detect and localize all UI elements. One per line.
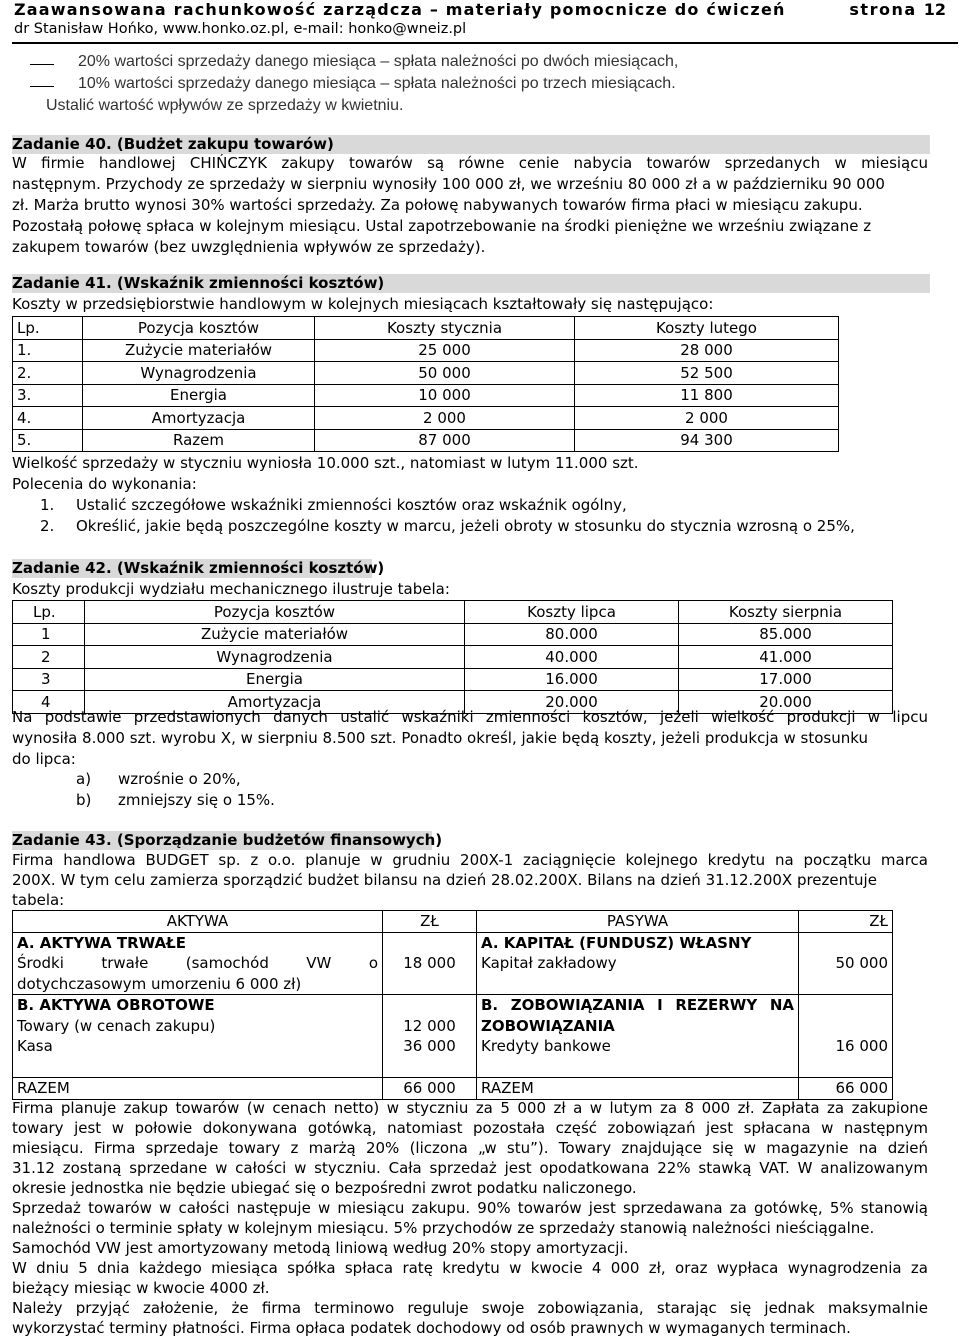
total-label: RAZEM: [13, 1078, 383, 1100]
intro-bullet-2: 10% wartości sprzedaży danego miesiąca – spłata należności po trzech miesiącach.: [78, 75, 676, 92]
cell: 41.000: [679, 646, 893, 669]
th-august: Koszty sierpnia: [679, 601, 893, 624]
z43-line: 200X. W tym celu zamierza sporządzić budżet bilansu na dzień 28.02.200X. Bilans na dzień 31.12.200X prezentuje: [12, 871, 877, 889]
balance-row: [13, 932, 893, 995]
cell: Zużycie materiałów: [83, 339, 315, 362]
table-row: [13, 407, 839, 430]
cell: 87 000: [315, 429, 575, 452]
intro-task: Ustalić wartość wpływów ze sprzedaży w kwietniu.: [46, 97, 404, 114]
th-lp: Lp.: [13, 601, 85, 624]
page-label: strona: [849, 0, 917, 19]
header-divider: [12, 42, 958, 44]
cell: Wynagrodzenia: [85, 646, 465, 669]
z40-line: zakupem towarów (bez uwzględnienia wpływów ze sprzedaży).: [12, 238, 486, 256]
z43-after-line: W dniu 5 dnia każdego miesiąca spółka spłaca ratę kredytu w kwocie 4 000 zł, oraz wypłaca wynagrodzenia za: [12, 1259, 928, 1277]
z43-line: Firma handlowa BUDGET sp. z o.o. planuje w grudniu 200X-1 zaciągnięcie kolejnego kredytu na początku marca: [12, 851, 928, 869]
cell: Razem: [83, 429, 315, 452]
cell: Zużycie materiałów: [85, 623, 465, 646]
table-row: [13, 668, 893, 691]
table-row: [13, 362, 839, 385]
z43-after-line: Firma planuje zakup towarów (w cenach netto) w styczniu za 5 000 zł a w lutym za 8 000 zł. Zapłata za zakupione: [12, 1099, 928, 1117]
z43-title: Zadanie 43. (Sporządzanie budżetów finansowych): [12, 831, 443, 849]
liabilities-value: 16 000: [835, 1037, 888, 1055]
liabilities-title: B. ZOBOWIĄZANIA I REZERWY NA ZOBOWIĄZANIA: [481, 996, 794, 1035]
cell: 17.000: [679, 668, 893, 691]
total-liabilities: 66 000: [799, 1078, 893, 1100]
z40-title: Zadanie 40. (Budżet zakupu towarów): [12, 135, 334, 153]
cell: 3: [13, 668, 85, 691]
z40-line: następnym. Przychody ze sprzedaży w sierpniu wynosiły 100 000 zł, we wrześniu 80 000 zł a w październiku 90 000: [12, 175, 885, 193]
balance-total-row: [13, 1078, 893, 1100]
assets-fixed-cell: [13, 932, 383, 995]
z43-after-line: Należy przyjąć założenie, że firma terminowo reguluje swoje zobowiązania, starając się jednak maksymalnie: [12, 1299, 928, 1317]
z40-line: W firmie handlowej CHIŃCZYK zakupy towarów są równe cenie nabycia towarów sprzedanych w miesiącu: [12, 154, 928, 172]
assets-current-item: Kasa: [17, 1037, 53, 1055]
cell: 1: [13, 623, 85, 646]
th-position: Pozycja kosztów: [83, 317, 315, 340]
z42-option-text: zmniejszy się o 15%.: [118, 791, 275, 809]
z43-after-line: Sprzedaż towarów w całości następuje w miesiącu zakupu. 90% towarów jest sprzedawana za gotówkę, 5% stanowią: [12, 1199, 928, 1217]
total-label: RAZEM: [477, 1078, 799, 1100]
cell: 2 000: [575, 407, 839, 430]
balance-sheet-table: [12, 910, 893, 1100]
table-row: [13, 339, 839, 362]
th-position: Pozycja kosztów: [85, 601, 465, 624]
assets-fixed-value: 18 000: [383, 932, 477, 995]
cell: 2 000: [315, 407, 575, 430]
z40-line: Pozostałą połowę spłaca w kolejnym miesiącu. Ustal zapotrzebowanie na środki pieniężne we wrześniu związane z: [12, 217, 872, 235]
equity-title: A. KAPITAŁ (FUNDUSZ) WŁASNY: [481, 933, 752, 952]
z42-title: Zadanie 42. (Wskaźnik zmienności kosztów): [12, 559, 385, 577]
table-header-row: [13, 317, 839, 340]
z42-option-label: b): [76, 791, 92, 809]
z42-line: do lipca:: [12, 750, 76, 768]
cell: Energia: [85, 668, 465, 691]
z43-after-line: okresie jednostka nie będzie ubiegać się o bezpośredni zwrot podatku naliczonego.: [12, 1179, 637, 1197]
z41-title: Zadanie 41. (Wskaźnik zmienności kosztów): [12, 274, 385, 292]
z41-tasks-title: Polecenia do wykonania:: [12, 475, 197, 493]
assets-current-value: 12 000: [403, 1016, 456, 1035]
balance-row: [13, 995, 893, 1078]
z43-after-line: miesiącu. Firma sprzedaje towary z marżą 20% (liczona „w stu”). Towary znajdujące się w magazynie na dzień: [12, 1139, 928, 1157]
z41-cost-table: [12, 316, 839, 452]
cell: Amortyzacja: [83, 407, 315, 430]
cell: 20.000: [465, 691, 679, 714]
z41-intro: Koszty w przedsiębiorstwie handlowym w kolejnych miesiącach kształtowały się następująco:: [12, 295, 714, 313]
cell: 5.: [13, 429, 83, 452]
assets-current-values: [383, 995, 477, 1078]
table-row: [13, 646, 893, 669]
liabilities-item: Kredyty bankowe: [481, 1037, 611, 1055]
table-header-row: [13, 601, 893, 624]
assets-current-cell: [13, 995, 383, 1078]
z43-after-line: wykorzystać terminy płatności. Firma opłaca podatek dochodowy od osób prawnych w wymaganych terminach.: [12, 1319, 851, 1337]
cell: 10 000: [315, 384, 575, 407]
th-july: Koszty lipca: [465, 601, 679, 624]
cell: 94 300: [575, 429, 839, 452]
balance-header-zl: ZŁ: [383, 911, 477, 933]
cell: 2.: [13, 362, 83, 385]
balance-header-row: [13, 911, 893, 933]
cell: 52 500: [575, 362, 839, 385]
z42-line: Na podstawie przedstawionych danych ustalić wskaźniki zmienności kosztów, jeżeli wielkość produkcji w lipcu: [12, 708, 928, 726]
balance-header-liabilities: PASYWA: [477, 911, 799, 933]
table-row: [13, 623, 893, 646]
z42-option-label: a): [76, 770, 92, 788]
cell: 3.: [13, 384, 83, 407]
table-row: [13, 429, 839, 452]
z43-after-line: Samochód VW jest amortyzowany metodą liniową według 20% stopy amortyzacji.: [12, 1239, 629, 1257]
cell: 16.000: [465, 668, 679, 691]
table-row: [13, 384, 839, 407]
cell: 4.: [13, 407, 83, 430]
assets-fixed-item: Środki trwałe (samochód VW o dotychczasowym umorzeniu 6 000 zł): [17, 954, 378, 993]
cell: 40.000: [465, 646, 679, 669]
header-page-number: [849, 0, 946, 19]
cell: Energia: [83, 384, 315, 407]
cell: 2: [13, 646, 85, 669]
th-february: Koszty lutego: [575, 317, 839, 340]
bullet-dash: [30, 64, 54, 65]
assets-current-item: Towary (w cenach zakupu): [17, 1016, 216, 1035]
z40-line: zł. Marża brutto wynosi 30% wartości sprzedaży. Za połowę nabywanych towarów firma płaci w miesiącu zakupu.: [12, 196, 863, 214]
z41-sales: Wielkość sprzedaży w styczniu wyniosła 10.000 szt., natomiast w lutym 11.000 szt.: [12, 454, 639, 472]
assets-fixed-title: A. AKTYWA TRWAŁE: [17, 933, 186, 952]
th-january: Koszty stycznia: [315, 317, 575, 340]
z41-task-num: 1.: [40, 496, 55, 514]
cell: 11 800: [575, 384, 839, 407]
cell: 25 000: [315, 339, 575, 362]
balance-header-zl: ZŁ: [799, 911, 893, 933]
equity-cell: [477, 932, 799, 995]
z42-option-text: wzrośnie o 20%,: [118, 770, 241, 788]
assets-current-title: B. AKTYWA OBROTOWE: [17, 996, 215, 1014]
liabilities-values: [799, 995, 893, 1078]
balance-header-assets: AKTYWA: [13, 911, 383, 933]
z42-line: wynosiła 8.000 szt. wyrobu X, w sierpniu 8.500 szt. Ponadto określ, jakie będą koszty, jeżeli produkcja w stosunku: [12, 729, 868, 747]
z43-after-line: 31.12 zostaną sprzedane w całości w styczniu. Cała sprzedaż jest opodatkowana 22% stawką VAT. W analizowanym: [12, 1159, 928, 1177]
cell: 85.000: [679, 623, 893, 646]
z43-line: tabela:: [12, 891, 65, 909]
z43-after-line: towary jest w połowie dokonywana gotówką, natomiast pozostała część zobowiązań jest spłacana w następnym: [12, 1119, 928, 1137]
cell: Wynagrodzenia: [83, 362, 315, 385]
th-lp: Lp.: [13, 317, 83, 340]
header-author: dr Stanisław Hońko, www.honko.oz.pl, e-mail: honko@wneiz.pl: [14, 21, 467, 37]
z43-after-line: należności o terminie spłaty w kolejnym miesiącu. 5% przychodów ze sprzedaży stanowią należności nieściągalne.: [12, 1219, 875, 1237]
z41-task-text: Ustalić szczegółowe wskaźniki zmienności kosztów oraz wskaźnik ogólny,: [76, 496, 627, 514]
total-assets: 66 000: [383, 1078, 477, 1100]
cell: 20.000: [679, 691, 893, 714]
cell: 50 000: [315, 362, 575, 385]
header-title: Zaawansowana rachunkowość zarządcza – materiały pomocnicze do ćwiczeń: [14, 0, 786, 19]
liabilities-cell: [477, 995, 799, 1078]
page-number: 12: [923, 0, 946, 19]
z41-task-num: 2.: [40, 517, 55, 535]
cell: 80.000: [465, 623, 679, 646]
z42-cost-table: [12, 600, 893, 714]
cell: 28 000: [575, 339, 839, 362]
z43-after-line: bieżący miesiąc w kwocie 4000 zł.: [12, 1279, 270, 1297]
z41-task-text: Określić, jakie będą poszczególne koszty w marcu, jeżeli obroty w stosunku do stycznia wzrosną o 25%,: [76, 517, 855, 535]
cell: 1.: [13, 339, 83, 362]
equity-item: Kapitał zakładowy: [481, 954, 617, 972]
equity-value: 50 000: [799, 932, 893, 995]
bullet-dash: [30, 86, 54, 87]
cell: 4: [13, 691, 85, 714]
intro-bullet-1: 20% wartości sprzedaży danego miesiąca – spłata należności po dwóch miesiącach,: [78, 53, 679, 70]
assets-current-value: 36 000: [403, 1037, 456, 1055]
z42-intro: Koszty produkcji wydziału mechanicznego ilustruje tabela:: [12, 580, 450, 598]
cell: Amortyzacja: [85, 691, 465, 714]
